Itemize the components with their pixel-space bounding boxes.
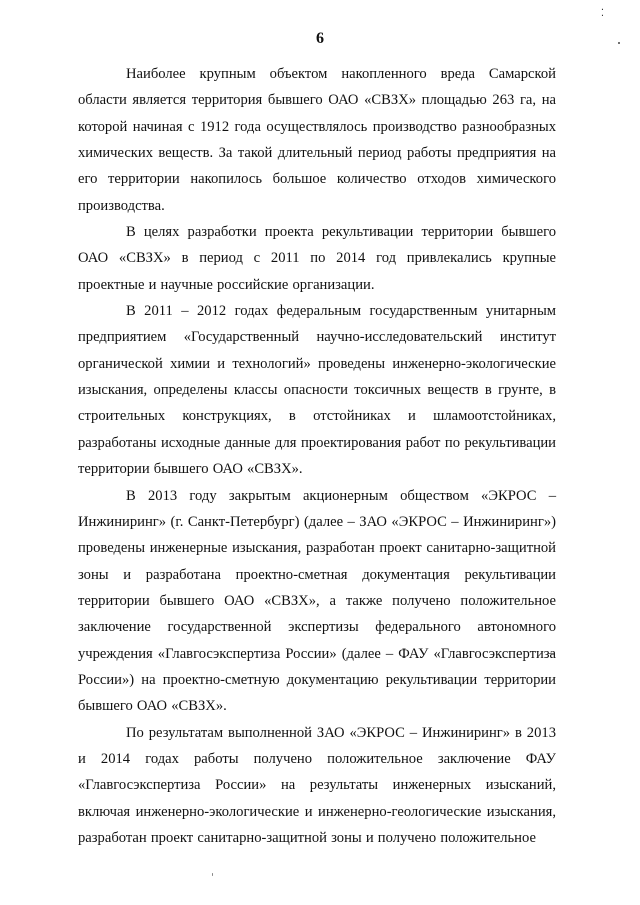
paragraph-1: Наиболее крупным объектом накопленного вреда Самарской области является территория бывшего ОАО «СВЗХ» площадью 263 га, на которой начиная с 1912 года осуществлялось производство разнообразных химических веществ. За такой длительный период работы предприятия на его территории накопилось большое количество отходов химического производства.	[78, 66, 556, 214]
paragraph-3: В 2011 – 2012 годах федеральным государственным унитарным предприятием «Государственный научно-исследовательский институт органической химии и технологий» проведены инженерно-экологические изыскания, определены классы опасности токсичных веществ в грунте, в строительных конструкциях, в отстойниках и шламоотстойниках, разработаны исходные данные для проектирования работ по рекультивации территории бывшего ОАО «СВЗХ».	[78, 303, 556, 478]
paragraph-2: В целях разработки проекта рекультивации территории бывшего ОАО «СВЗХ» в период с 2011 по 2014 год привлекались крупные проектные и научные российские организации.	[78, 224, 556, 293]
document-body	[78, 61, 556, 851]
paragraph-4: В 2013 году закрытым акционерным обществом «ЭКРОС – Инжиниринг» (г. Санкт-Петербург) (далее – ЗАО «ЭКРОС – Инжиниринг») проведены инженерные изыскания, разработан проект санитарно-защитной зоны и разработана проектно-сметная документация рекультивации территории бывшего ОАО «СВЗХ», а также получено положительное заключение государственной экспертизы федерального автономного учреждения «Главгосэкспертиза России» (далее – ФАУ «Главгосэкспертиза России») на проектно-сметную документацию рекультивации территории бывшего ОАО «СВЗХ».	[78, 487, 556, 715]
paragraph-5: По результатам выполненной ЗАО «ЭКРОС – Инжиниринг» в 2013 и 2014 годах работы получено положительное заключение ФАУ «Главгосэкспертиза России» на результаты инженерных изысканий, включая инженерно-экологические и инженерно-геологические изыскания, разработан проект санитарно-защитной зоны и получено положительное	[78, 724, 556, 846]
page-number: 6	[316, 30, 324, 47]
scan-speck	[212, 873, 213, 876]
scan-corner-mark: ⁚	[600, 8, 604, 19]
